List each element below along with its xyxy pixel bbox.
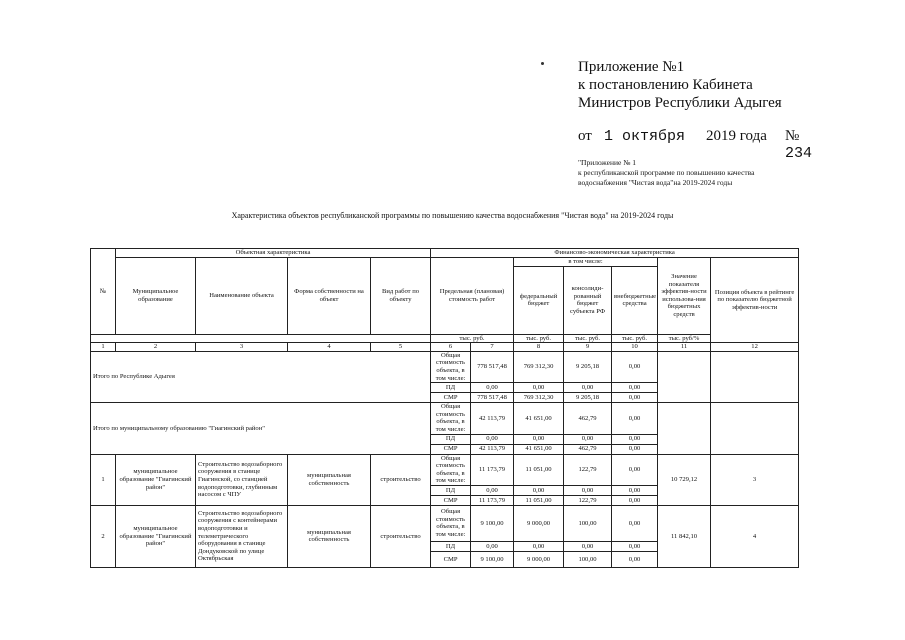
including-header: в том числе: [514,258,658,267]
republic-pd-extra: 0,00 [612,383,658,393]
republic-total-consolidated: 9 205,18 [564,351,612,382]
col-number: 1 [91,343,116,352]
object-municipality: муниципальное образование "Гиагинский район" [116,454,196,505]
characteristics-table-wrap [90,248,798,568]
col-work-type-header: Вид работ по объекту [371,258,431,335]
characteristics-table [90,248,799,568]
col-object-name-header: Наименование объекта [196,258,288,335]
total-cost-label: Общая стоимость объекта, в том числе: [431,351,471,382]
republic-total-cost: 778 517,48 [471,351,514,382]
municipality-pd-cost: 0,00 [471,434,514,444]
appendix-header [578,58,782,112]
number-sign: № [785,128,800,144]
col-number: 6 [431,343,471,352]
object-smr-federal: 9 000,00 [514,551,564,567]
object-smr-federal: 11 051,00 [514,495,564,505]
municipality-smr-federal: 41 651,00 [514,444,564,454]
republic-pd-cost: 0,00 [471,383,514,393]
pd-label: ПД [431,485,471,495]
smr-label: СМР [431,444,471,454]
program-note [578,158,754,188]
col-number: 10 [612,343,658,352]
unit-extra: тыс. руб. [612,334,658,343]
object-pd-consolidated: 0,00 [564,541,612,551]
program-note-line: "Приложение № 1 [578,158,636,167]
object-no: 2 [91,505,116,567]
object-pd-federal: 0,00 [514,541,564,551]
col-est-cost-header: Предельная (плановая) стоимость работ [431,258,514,335]
table-row [91,454,799,485]
resolution-number [785,128,818,162]
total-cost-label: Общая стоимость объекта, в том числе: [431,454,471,485]
republic-total-federal: 769 312,30 [514,351,564,382]
object-work-type: строительство [371,505,431,567]
col-number: 2 [116,343,196,352]
municipality-position-blank [711,403,799,454]
col-extra-header: внебюджетные средства [612,266,658,334]
date-year: 2019 года [706,128,767,144]
object-pd-extra: 0,00 [612,485,658,495]
object-pd-extra: 0,00 [612,541,658,551]
object-smr-consolidated: 100,00 [564,551,612,567]
col-indicator-header: Значение показателя эффектив-ности использова-ния бюджетных средств [658,258,711,335]
col-number: 5 [371,343,431,352]
resolution-date [578,128,818,162]
municipality-smr-consolidated: 462,79 [564,444,612,454]
object-work-type: строительство [371,454,431,505]
municipality-indicator-blank [658,403,711,454]
object-indicator: 10 729,12 [658,454,711,505]
municipality-pd-federal: 0,00 [514,434,564,444]
municipality-pd-extra: 0,00 [612,434,658,444]
object-name: Строительство водозаборного сооружения с контейнерами водоподготовки и телеметрического оборудования в станице Дондуковской по улице Октябрьская [196,505,288,567]
object-position: 3 [711,454,799,505]
col-number: 9 [564,343,612,352]
republic-smr-federal: 769 312,30 [514,393,564,403]
smr-label: СМР [431,393,471,403]
object-no: 1 [91,454,116,505]
pd-label: ПД [431,434,471,444]
republic-position-blank [711,351,799,402]
table-row [91,403,799,434]
col-number: 12 [711,343,799,352]
col-consolidated-header: консолиди-рованный бюджет субъекта РФ [564,266,612,334]
col-number: 3 [196,343,288,352]
object-name: Строительство водозаборного сооружения в станице Гиагинской, со станцией водоподготовки, глубинным насосом с ЧПУ [196,454,288,505]
number-value: 234 [785,145,813,162]
republic-indicator-blank [658,351,711,402]
table-row [91,505,799,541]
republic-total-label: Итого по Республике Адыгея [91,351,431,402]
pd-label: ПД [431,541,471,551]
program-note-line: водоснабжения "Чистая вода"на 2019-2024 годы [578,178,733,187]
republic-total-extra: 0,00 [612,351,658,382]
municipality-smr-extra: 0,00 [612,444,658,454]
object-smr-cost: 9 100,00 [471,551,514,567]
table-row [91,351,799,382]
municipality-pd-consolidated: 0,00 [564,434,612,444]
object-indicator: 11 842,10 [658,505,711,567]
total-cost-label: Общая стоимость объекта, в том числе: [431,403,471,434]
col-federal-header: федеральный бюджет [514,266,564,334]
date-day-month: 1 октября [604,128,686,145]
appendix-line: к постановлению Кабинета [578,77,753,93]
date-from: от [578,128,592,144]
col-number: 11 [658,343,711,352]
col-ownership-header: Форма собственности на объект [288,258,371,335]
object-ownership: муниципальная собственность [288,454,371,505]
object-smr-extra: 0,00 [612,551,658,567]
col-number: 7 [471,343,514,352]
object-total-consolidated: 122,79 [564,454,612,485]
col-position-header: Позиция объекта в рейтинге по показателю бюджетной эффектив-ности [711,258,799,343]
object-total-extra: 0,00 [612,505,658,541]
col-number: 8 [514,343,564,352]
unit-est-cost: тыс. руб. [431,334,514,343]
municipality-total-extra: 0,00 [612,403,658,434]
municipality-total-consolidated: 462,79 [564,403,612,434]
unit-spacer [91,334,431,343]
object-total-cost: 11 173,79 [471,454,514,485]
republic-smr-consolidated: 9 205,18 [564,393,612,403]
object-group-header: Объектная характеристика [116,249,431,258]
program-note-line: к республиканской программе по повышению качества [578,168,755,177]
republic-pd-federal: 0,00 [514,383,564,393]
object-total-cost: 9 100,00 [471,505,514,541]
smr-label: СМР [431,551,471,567]
republic-pd-consolidated: 0,00 [564,383,612,393]
municipality-total-federal: 41 651,00 [514,403,564,434]
object-total-consolidated: 100,00 [564,505,612,541]
unit-consolidated: тыс. руб. [564,334,612,343]
object-pd-cost: 0,00 [471,485,514,495]
object-smr-consolidated: 122,79 [564,495,612,505]
unit-federal: тыс. руб. [514,334,564,343]
object-smr-cost: 11 173,79 [471,495,514,505]
object-ownership: муниципальная собственность [288,505,371,567]
appendix-line: Министров Республики Адыгея [578,95,782,111]
object-total-federal: 11 051,00 [514,454,564,485]
total-cost-label: Общая стоимость объекта, в том числе: [431,505,471,541]
municipality-smr-cost: 42 113,79 [471,444,514,454]
object-pd-federal: 0,00 [514,485,564,495]
object-pd-cost: 0,00 [471,541,514,551]
object-municipality: муниципальное образование "Гиагинский район" [116,505,196,567]
col-municipality-header: Муниципальное образование [116,258,196,335]
object-total-extra: 0,00 [612,454,658,485]
object-position: 4 [711,505,799,567]
republic-smr-cost: 778 517,48 [471,393,514,403]
document-title: Характеристика объектов республиканской программы по повышению качества водоснабжения "Чистая вода" на 2019-2024 годы [231,211,674,220]
object-total-federal: 9 000,00 [514,505,564,541]
smr-label: СМР [431,495,471,505]
unit-indicator: тыс. руб/% [658,334,711,343]
pd-label: ПД [431,383,471,393]
stray-dot-mark [541,62,544,65]
finance-group-header: Финансово-экономическая характеристика [431,249,799,258]
municipality-total-cost: 42 113,79 [471,403,514,434]
municipality-total-label: Итого по муниципальному образованию "Гиагинский район" [91,403,431,454]
object-pd-consolidated: 0,00 [564,485,612,495]
republic-smr-extra: 0,00 [612,393,658,403]
object-smr-extra: 0,00 [612,495,658,505]
col-number: 4 [288,343,371,352]
col-no-header: № [91,249,116,335]
appendix-line: Приложение №1 [578,59,685,75]
